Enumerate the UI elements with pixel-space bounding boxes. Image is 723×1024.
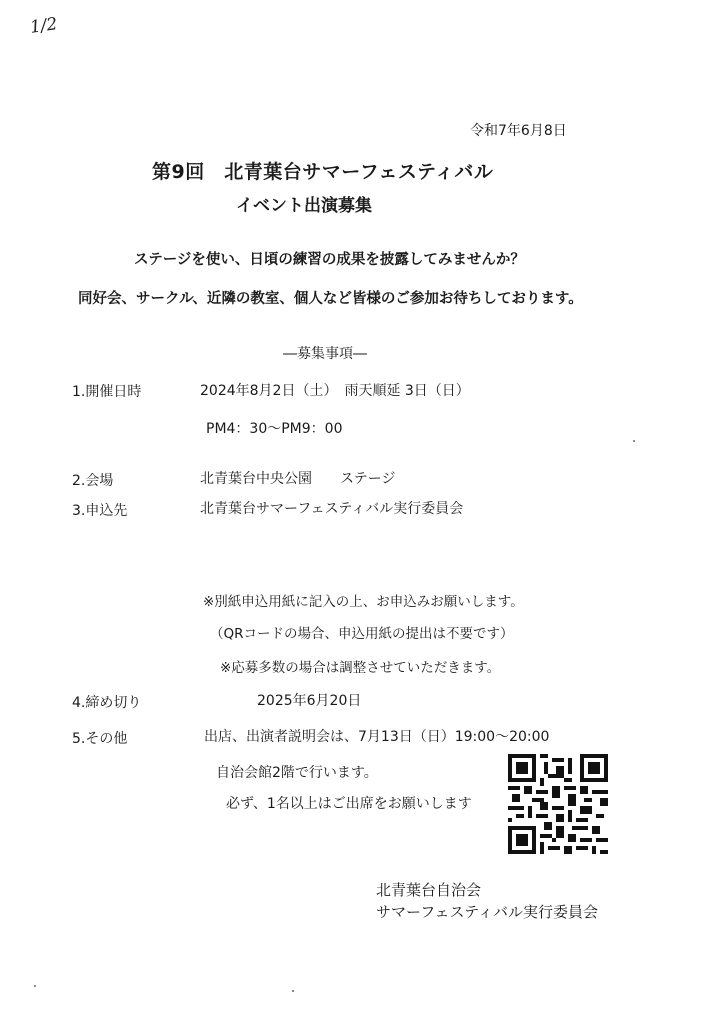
page-number-mark: 1/2 — [28, 14, 59, 38]
title-line-2: イベント出演募集 — [236, 196, 372, 216]
lead-line-1: ステージを使い、日頃の練習の成果を披露してみませんか？ — [134, 252, 525, 268]
scan-speck — [34, 985, 36, 987]
other-line-1: 出店、出演者説明会は、7月13日（日）19:00～20:00 — [204, 729, 550, 745]
datetime-value: 2024年8月2日（土） 雨天順延 3日（日） — [200, 383, 470, 399]
signature-line-2: サマーフェスティバル実行委員会 — [376, 903, 599, 921]
deadline-label: 4.締め切り — [72, 695, 142, 711]
apply-value: 北青葉台サマーフェスティバル実行委員会 — [200, 501, 464, 517]
other-label: 5.その他 — [72, 731, 128, 747]
signature-line-1: 北青葉台自治会 — [376, 881, 482, 899]
qr-code-icon[interactable] — [508, 754, 608, 854]
apply-label: 3.申込先 — [72, 503, 128, 519]
scan-speck — [292, 990, 294, 992]
other-line-3: 必ず、1名以上はご出席をお願いします — [226, 796, 472, 812]
title-line-1: 第9回 北青葉台サマーフェスティバル — [152, 161, 494, 183]
other-line-2: 自治会館2階で行います。 — [216, 765, 378, 781]
scan-speck — [633, 440, 635, 442]
note-2: （QRコードの場合、申込用紙の提出は不要です） — [210, 626, 514, 642]
datetime-time: PM4：30～PM9：00 — [206, 421, 343, 437]
section-heading: ―募集事項― — [283, 346, 367, 362]
datetime-label: 1.開催日時 — [72, 384, 142, 400]
lead-line-2: 同好会、サークル、近隣の教室、個人など皆様のご参加お待ちしております。 — [78, 291, 583, 307]
note-1: ※別紙申込用紙に記入の上、お申込みお願いします。 — [203, 594, 524, 610]
note-3: ※応募多数の場合は調整させていただきます。 — [220, 660, 501, 676]
venue-label: 2.会場 — [72, 473, 114, 489]
document-date: 令和7年6月8日 — [470, 123, 567, 139]
venue-value: 北青葉台中央公園 ステージ — [200, 471, 396, 487]
deadline-value: 2025年6月20日 — [257, 693, 362, 709]
